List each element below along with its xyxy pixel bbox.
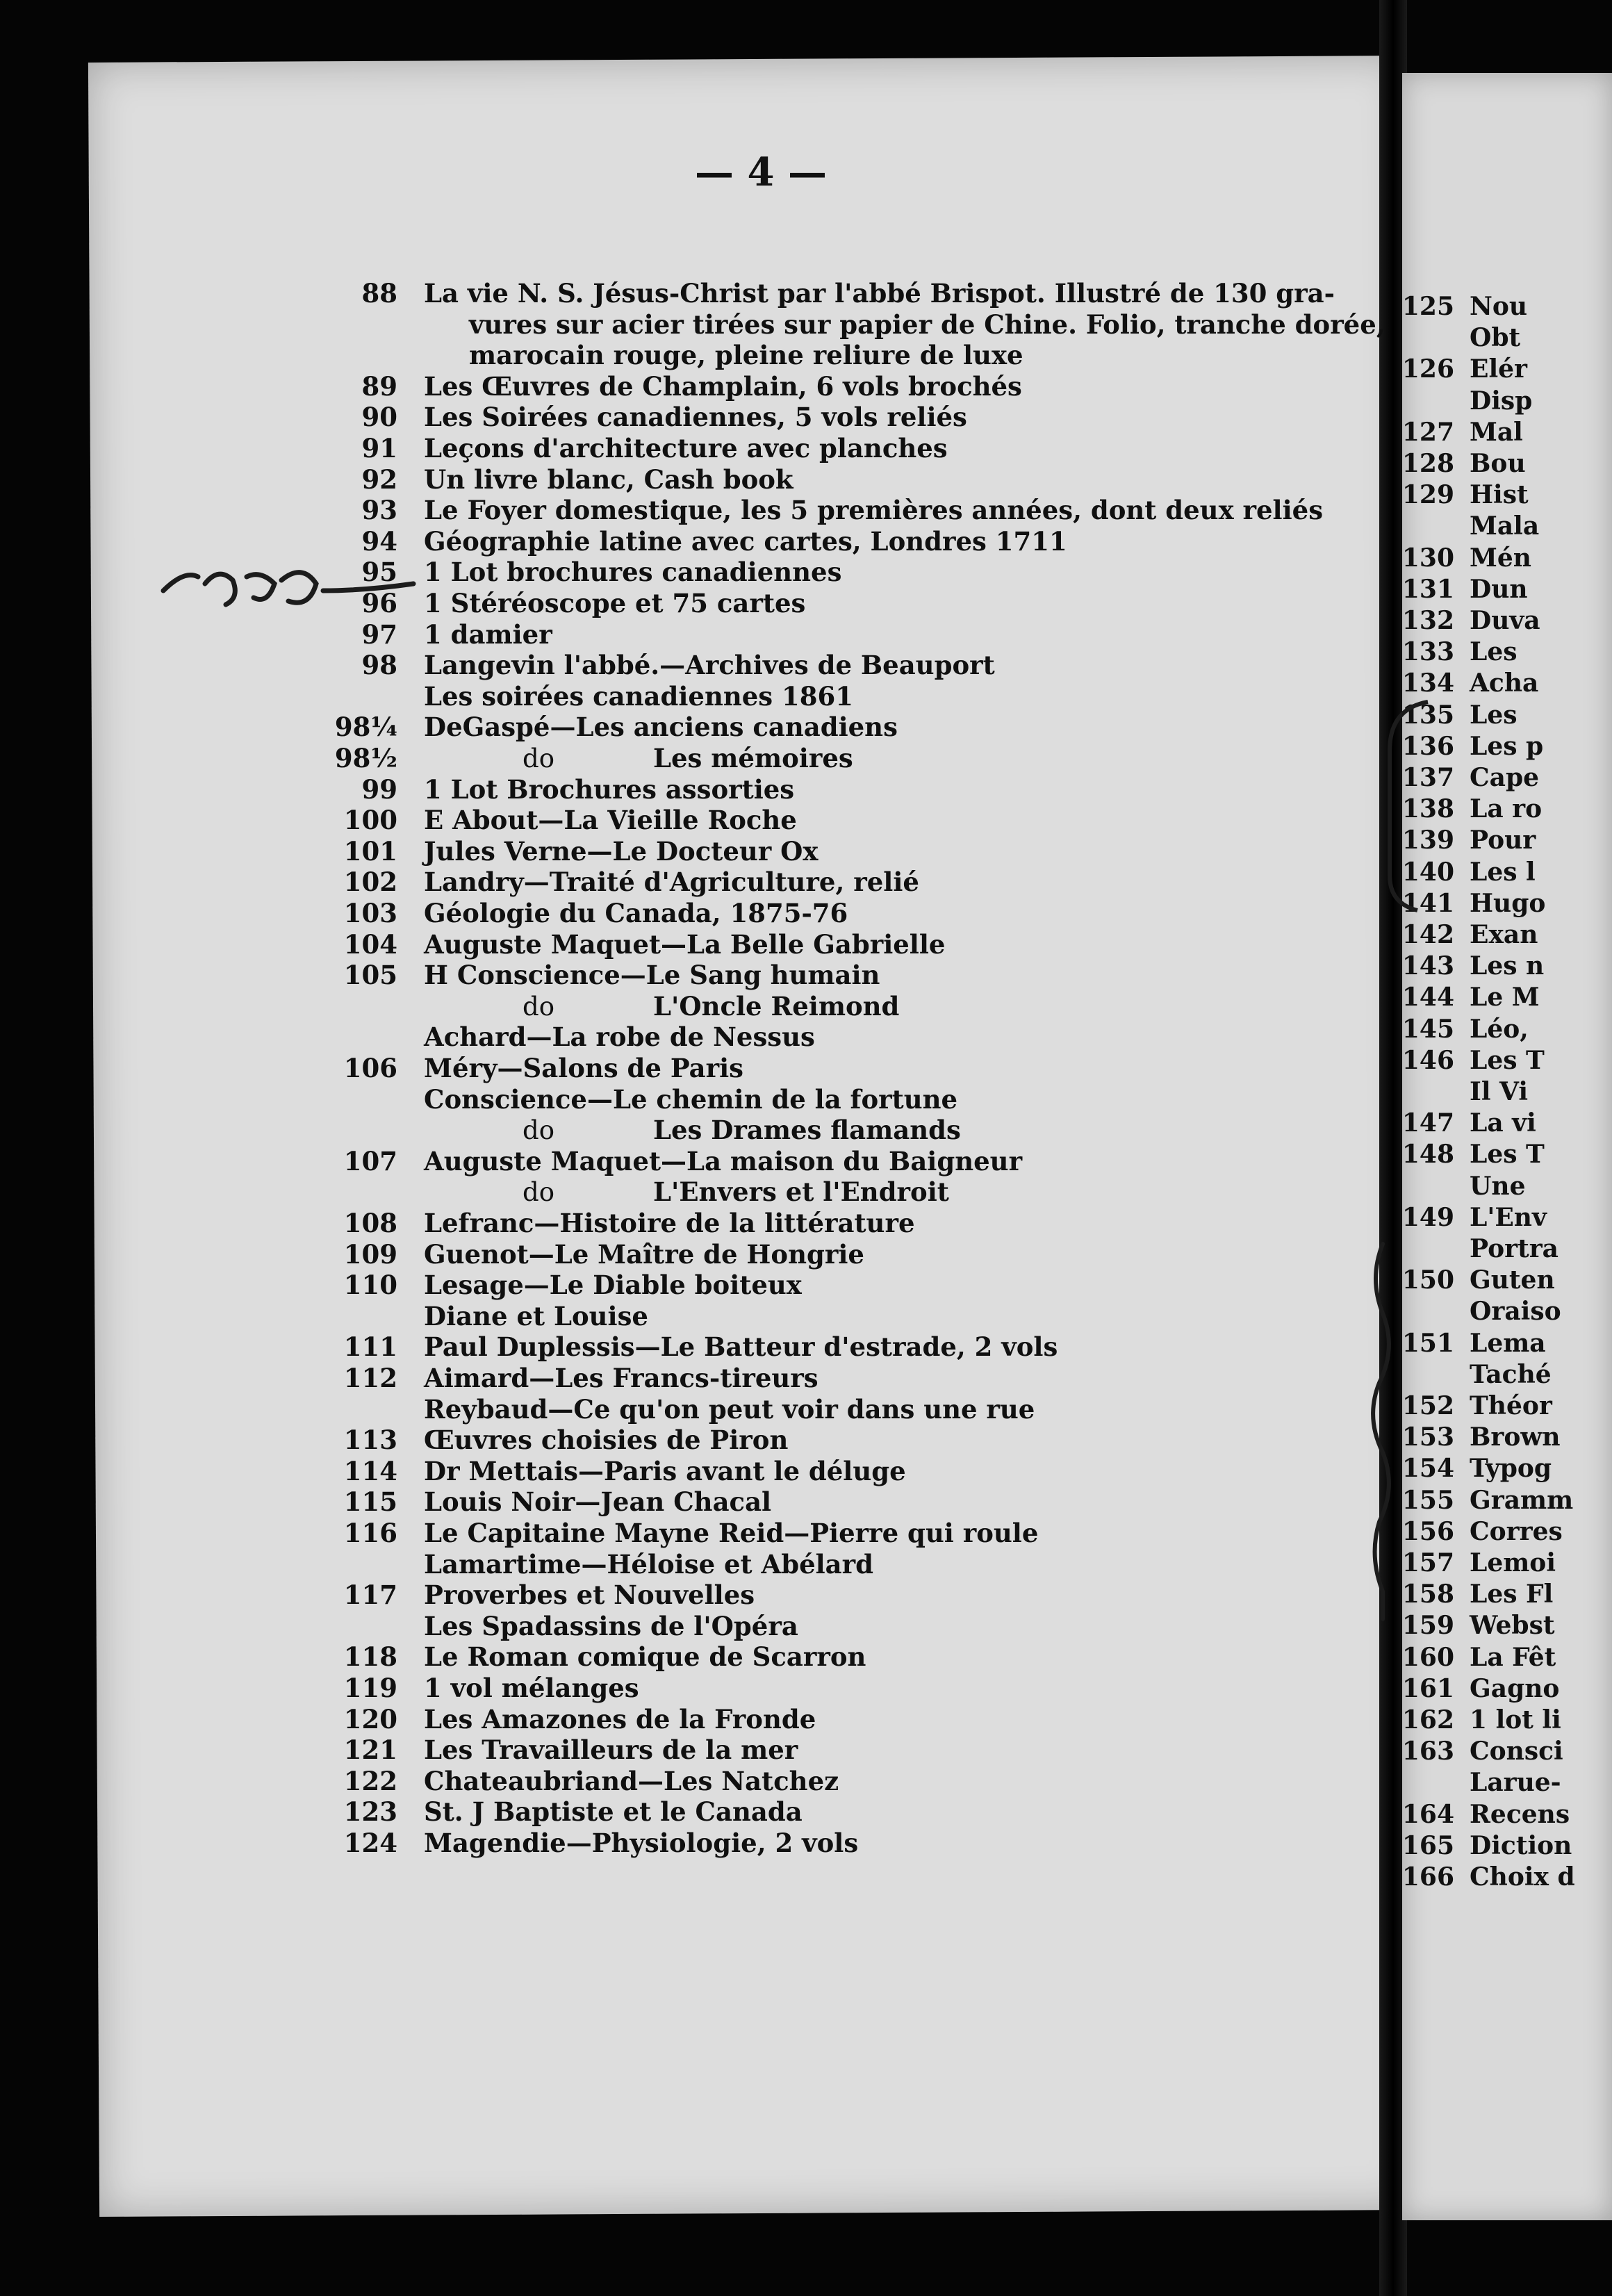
entry-text: Jules Verne—Le Docteur Ox [424, 835, 819, 867]
entry-text: Hist [1470, 480, 1529, 510]
entry-text: 1 Lot Brochures assorties [424, 773, 795, 805]
catalogue-entry [361, 588, 806, 618]
catalogue-entry [424, 1301, 648, 1331]
catalogue-entry [1401, 1548, 1556, 1577]
lot-number: 98½ [334, 743, 397, 773]
catalogue-entry [424, 1549, 873, 1580]
catalogue-entry [1401, 1328, 1546, 1358]
entry-text: Lesage—Le Diable boiteux [424, 1270, 802, 1301]
entry-text: Auguste Maquet—La Belle Gabrielle [424, 928, 946, 960]
entry-text: E About—La Vieille Roche [424, 805, 797, 836]
catalogue-entry [361, 525, 1067, 557]
catalogue-entry [424, 1176, 949, 1207]
entry-text: La vie N. S. Jésus-Christ par l'abbé Brispot. Illustré de 130 gra- [424, 278, 1335, 309]
catalogue-entry [424, 1084, 957, 1115]
bracket-mark [1376, 695, 1431, 917]
lot-number: 146 [1401, 1045, 1454, 1075]
entry-text: Oraiso [1470, 1297, 1561, 1327]
entry-text: Portra [1470, 1234, 1559, 1263]
entry-text: Lamartime—Héloise et Abélard [424, 1548, 874, 1580]
entry-text: Leçons d'architecture avec planches [424, 433, 948, 464]
lot-number: 140 [1401, 857, 1454, 887]
catalogue-entry [1401, 1705, 1561, 1735]
lot-number: 98 [361, 650, 397, 681]
catalogue-entry [1401, 1485, 1574, 1515]
catalogue-entry [469, 340, 1023, 370]
entry-text: Les [1470, 700, 1518, 730]
lot-number: 130 [1401, 543, 1454, 573]
catalogue-entry [1401, 1014, 1529, 1044]
catalogue-entry [1401, 794, 1543, 824]
catalogue-entry [343, 1363, 819, 1393]
catalogue-entry [343, 1331, 1058, 1363]
entry-text: Gagno [1470, 1673, 1560, 1703]
catalogue-entry [1401, 1422, 1561, 1452]
lot-number: 92 [361, 464, 397, 495]
entry-text: L'Env [1470, 1202, 1547, 1232]
catalogue-entry [361, 650, 995, 681]
lot-number: 95 [361, 557, 397, 588]
lot-number: 164 [1401, 1799, 1454, 1829]
lot-number: 101 [343, 835, 397, 867]
lot-number: 105 [343, 960, 397, 991]
catalogue-entry [1470, 511, 1539, 541]
catalogue-entry [343, 805, 797, 836]
entry-text: vures sur acier tirées sur papier de Chine. Folio, tranche dorée, [469, 309, 1385, 340]
lot-number: 109 [343, 1238, 397, 1270]
catalogue-entry [469, 309, 1385, 340]
entry-text: Acha [1470, 669, 1539, 698]
catalogue-entry [1401, 449, 1526, 478]
entry-text: Mal [1470, 417, 1523, 447]
catalogue-entry [1401, 480, 1529, 510]
catalogue-entry [1401, 700, 1518, 730]
lot-number: 88 [361, 278, 397, 309]
lot-number: 100 [343, 805, 397, 836]
catalogue-entry [1401, 920, 1538, 949]
entry-text: Langevin l'abbé.—Archives de Beauport [424, 650, 995, 681]
catalogue-entry [343, 1425, 789, 1456]
catalogue-entry [1401, 1202, 1547, 1232]
ditto-mark: do [523, 1115, 554, 1146]
catalogue-entry [1401, 669, 1539, 698]
catalogue-entry [343, 1270, 802, 1301]
lot-number: 124 [343, 1828, 397, 1858]
entry-text: Les Travailleurs de la mer [424, 1735, 798, 1766]
entry-text: L'Oncle Reimond [653, 990, 900, 1022]
lot-number: 120 [343, 1703, 397, 1735]
entry-text: Consci [1470, 1737, 1563, 1766]
entry-text: Paul Duplessis—Le Batteur d'estrade, 2 vols [424, 1331, 1058, 1363]
entry-text: Méry—Salons de Paris [424, 1053, 744, 1083]
entry-text: Lemoi [1470, 1548, 1556, 1577]
lot-number: 145 [1401, 1014, 1454, 1044]
entry-text: La vi [1470, 1108, 1536, 1138]
entry-text: Typog [1470, 1454, 1552, 1484]
entry-text: Les Soirées canadiennes, 5 vols reliés [424, 402, 967, 433]
lot-number: 108 [343, 1208, 397, 1238]
entry-text: Achard—La robe de Nessus [424, 1022, 815, 1053]
entry-text: Aimard—Les Francs-tireurs [424, 1363, 819, 1393]
lot-number: 90 [361, 402, 397, 433]
entry-text: Le Capitaine Mayne Reid—Pierre qui roule [424, 1518, 1039, 1548]
catalogue-entry [343, 1641, 866, 1673]
catalogue-entry [1401, 1611, 1555, 1641]
lot-number: 165 [1401, 1830, 1454, 1860]
entry-text: Chateaubriand—Les Natchez [424, 1765, 839, 1796]
entry-text: Les Spadassins de l'Opéra [424, 1610, 798, 1641]
catalogue-entry [343, 1828, 859, 1858]
handwritten-margin-note [1362, 1237, 1404, 1626]
entry-text: Le Roman comique de Scarron [424, 1641, 866, 1673]
entry-text: Il Vi [1470, 1077, 1529, 1106]
entry-text: Les n [1470, 951, 1545, 981]
lot-number: 123 [343, 1796, 397, 1828]
lot-number: 115 [343, 1486, 397, 1518]
entry-text: 1 damier [424, 618, 552, 650]
entry-text: Bou [1470, 449, 1526, 478]
lot-number: 152 [1401, 1391, 1454, 1420]
catalogue-entry [1401, 1673, 1560, 1703]
lot-number: 96 [361, 588, 397, 618]
catalogue-entry [1401, 417, 1523, 447]
entry-text: Les l [1470, 857, 1536, 887]
lot-number: 118 [343, 1641, 397, 1673]
catalogue-entry [343, 1765, 839, 1796]
entry-text: Mala [1470, 511, 1540, 541]
catalogue-entry [343, 1673, 639, 1703]
lot-number: 154 [1401, 1454, 1454, 1484]
lot-number: 160 [1401, 1642, 1454, 1672]
lot-number: 139 [1401, 826, 1454, 855]
lot-number: 116 [343, 1518, 397, 1548]
lot-number: 157 [1401, 1548, 1454, 1577]
entry-text: Nou [1470, 292, 1528, 321]
entry-text: Duva [1470, 606, 1540, 635]
catalogue-entry [361, 773, 795, 805]
entry-text: 1 Lot brochures canadiennes [424, 557, 842, 588]
entry-text: La Fêt [1470, 1642, 1556, 1672]
entry-text: Magendie—Physiologie, 2 vols [424, 1828, 859, 1858]
catalogue-entry [343, 1238, 864, 1270]
lot-number: 147 [1401, 1108, 1454, 1138]
entry-text: Le M [1470, 983, 1540, 1012]
entry-text: Elér [1470, 354, 1527, 384]
lot-number: 144 [1401, 983, 1454, 1012]
entry-text: Un livre blanc, Cash book [424, 464, 793, 495]
lot-number: 122 [343, 1765, 397, 1796]
lot-number: 143 [1401, 951, 1454, 981]
catalogue-entry [343, 1518, 1039, 1548]
entry-text: Conscience—Le chemin de la fortune [424, 1083, 958, 1115]
entry-text: 1 vol mélanges [424, 1673, 639, 1703]
lot-number: 128 [1401, 449, 1454, 478]
entry-text: Les [1470, 637, 1518, 667]
catalogue-entry [1401, 1265, 1555, 1295]
catalogue-entry [1401, 574, 1528, 604]
catalogue-entry [1401, 731, 1544, 761]
catalogue-entry [424, 1394, 1035, 1425]
entry-text: Louis Noir—Jean Chacal [424, 1486, 772, 1518]
catalogue-entry [1401, 1516, 1563, 1546]
catalogue-entry [334, 712, 898, 743]
entry-text: Webst [1470, 1611, 1555, 1641]
lot-number: 150 [1401, 1265, 1454, 1295]
entry-text: Corres [1470, 1516, 1563, 1546]
catalogue-entry [1470, 1768, 1561, 1797]
entry-text: Les Drames flamands [653, 1115, 961, 1146]
catalogue-entry [1401, 354, 1527, 384]
lot-number: 111 [343, 1331, 397, 1363]
lot-number: 155 [1401, 1485, 1454, 1515]
catalogue-entry [1470, 1360, 1552, 1389]
lot-number: 114 [343, 1455, 397, 1486]
catalogue-entry [1401, 1799, 1570, 1829]
catalogue-entry [1401, 951, 1545, 981]
entry-text: Lefranc—Histoire de la littérature [424, 1208, 915, 1238]
catalogue-entry [343, 898, 848, 928]
entry-text: Reybaud—Ce qu'on peut voir dans une rue [424, 1393, 1035, 1425]
catalogue-entry [361, 278, 1335, 309]
entry-text: Mén [1470, 543, 1531, 573]
catalogue-entry [1401, 888, 1546, 918]
lot-number: 98¼ [334, 712, 397, 743]
catalogue-entry [361, 464, 793, 495]
catalogue-entry [424, 1115, 961, 1145]
entry-text: Les T [1470, 1045, 1545, 1075]
lot-number: 135 [1401, 700, 1454, 730]
lot-number: 103 [343, 898, 397, 928]
entry-text: Exan [1470, 920, 1538, 949]
catalogue-entry [343, 960, 880, 991]
catalogue-entry [1401, 1737, 1563, 1766]
entry-text: Obt [1470, 323, 1521, 353]
lot-number: 129 [1401, 480, 1454, 510]
entry-text: Les Fl [1470, 1580, 1554, 1609]
catalogue-entry [424, 1611, 798, 1641]
catalogue-entry [1470, 1297, 1561, 1326]
entry-text: Auguste Maquet—La maison du Baigneur [424, 1145, 1023, 1176]
entry-text: L'Envers et l'Endroit [653, 1176, 949, 1208]
catalogue-entry [343, 1796, 803, 1828]
entry-text: Les p [1470, 731, 1544, 761]
entry-text: Les T [1470, 1140, 1545, 1170]
catalogue-entry [1470, 1172, 1525, 1201]
entry-text: Diction [1470, 1830, 1572, 1860]
lot-number: 132 [1401, 606, 1454, 635]
entry-text: Les Amazones de la Fronde [424, 1703, 816, 1735]
entry-text: Une [1470, 1171, 1526, 1201]
entry-text: Les soirées canadiennes 1861 [424, 680, 853, 712]
entry-text: La ro [1470, 794, 1543, 824]
entry-text: H Conscience—Le Sang humain [424, 960, 880, 991]
entry-text: Taché [1470, 1359, 1552, 1389]
lot-number: 141 [1401, 888, 1454, 918]
catalogue-entry [1401, 1642, 1556, 1672]
catalogue-entry [1401, 857, 1536, 887]
catalogue-entry [343, 1486, 772, 1518]
ditto-mark: do [523, 991, 554, 1022]
catalogue-entry [1401, 606, 1540, 635]
lot-number: 134 [1401, 669, 1454, 698]
entry-text: Cape [1470, 763, 1540, 792]
lot-number: 153 [1401, 1422, 1454, 1452]
catalogue-entry [1401, 1108, 1536, 1138]
lot-number: 151 [1401, 1328, 1454, 1358]
catalogue-entry [1401, 1580, 1554, 1609]
lot-number: 161 [1401, 1673, 1454, 1703]
entry-text: St. J Baptiste et le Canada [424, 1796, 803, 1828]
entry-text: Landry—Traité d'Agriculture, relié [424, 867, 919, 898]
lot-number: 104 [343, 928, 397, 960]
catalogue-entry [424, 991, 899, 1022]
lot-number: 133 [1401, 637, 1454, 667]
entry-text: Gramm [1470, 1485, 1574, 1515]
catalogue-entry [1470, 1077, 1528, 1106]
lot-number: 126 [1401, 354, 1454, 384]
lot-number: 110 [343, 1270, 397, 1301]
entry-text: Brown [1470, 1422, 1561, 1452]
catalogue-entry [343, 867, 919, 898]
entry-text: 1 lot li [1470, 1705, 1561, 1735]
lot-number: 119 [343, 1673, 397, 1703]
lot-number: 159 [1401, 1611, 1454, 1641]
lot-number: 131 [1401, 574, 1454, 604]
lot-number: 99 [361, 773, 397, 805]
entry-text: Recens [1470, 1799, 1570, 1829]
lot-number: 106 [343, 1053, 397, 1083]
catalogue-entry [1401, 1045, 1545, 1075]
lot-number: 121 [343, 1735, 397, 1766]
entry-text: Guenot—Le Maître de Hongrie [424, 1238, 864, 1270]
catalogue-entry [1401, 1140, 1545, 1170]
entry-text: Choix d [1470, 1862, 1575, 1892]
entry-text: marocain rouge, pleine reliure de luxe [469, 340, 1023, 371]
catalogue-entry [343, 1455, 906, 1486]
entry-text: Théor [1470, 1391, 1552, 1420]
catalogue-entry [343, 1735, 798, 1766]
lot-number: 148 [1401, 1140, 1454, 1170]
entry-text: Hugo [1470, 888, 1546, 918]
catalogue-entry [343, 835, 819, 867]
lot-number: 125 [1401, 292, 1454, 321]
catalogue-entry [1401, 983, 1540, 1012]
lot-number: 142 [1401, 920, 1454, 949]
handwritten-price-mark [156, 549, 420, 625]
entry-text: Œuvres choisies de Piron [424, 1425, 789, 1456]
entry-text: Disp [1470, 386, 1533, 416]
lot-number: 158 [1401, 1580, 1454, 1609]
lot-number: 163 [1401, 1737, 1454, 1766]
entry-text: Guten [1470, 1265, 1555, 1295]
catalogue-entry [361, 433, 948, 464]
lot-number: 102 [343, 867, 397, 898]
lot-number: 156 [1401, 1516, 1454, 1546]
catalogue-entry [1470, 323, 1520, 352]
lot-number: 127 [1401, 417, 1454, 447]
lot-number: 94 [361, 525, 397, 557]
catalogue-entry [361, 370, 1022, 402]
lot-number: 149 [1401, 1202, 1454, 1232]
catalogue-entry [361, 618, 552, 650]
catalogue-entry [1401, 1391, 1552, 1420]
entry-text: Le Foyer domestique, les 5 premières années, dont deux reliés [424, 495, 1324, 526]
catalogue-entry [1401, 543, 1531, 573]
entry-text: Larue- [1470, 1768, 1561, 1798]
catalogue-entry [1401, 637, 1518, 667]
ditto-mark: do [523, 1177, 554, 1208]
entry-text: Lema [1470, 1328, 1546, 1358]
lot-number: 162 [1401, 1705, 1454, 1735]
lot-number: 137 [1401, 763, 1454, 792]
page-number: — 4 — [695, 149, 827, 195]
entry-text: Géographie latine avec cartes, Londres 1711 [424, 525, 1067, 557]
lot-number: 89 [361, 370, 397, 402]
catalogue-entry [1401, 1454, 1552, 1484]
lot-number: 112 [343, 1363, 397, 1393]
catalogue-entry [1470, 1234, 1558, 1263]
entry-text: Dun [1470, 574, 1528, 604]
catalogue-entry [343, 1145, 1023, 1176]
entry-text: Pour [1470, 826, 1536, 855]
entry-text: Diane et Louise [424, 1300, 648, 1331]
entry-text: Dr Mettais—Paris avant le déluge [424, 1455, 906, 1486]
catalogue-entry [343, 1053, 744, 1083]
catalogue-entry [361, 557, 842, 588]
entry-text: Les mémoires [653, 743, 853, 773]
lot-number: 97 [361, 618, 397, 650]
catalogue-entry [1401, 292, 1528, 321]
catalogue-entry [361, 495, 1324, 526]
lot-number: 117 [343, 1580, 397, 1611]
ditto-mark: do [523, 744, 554, 773]
catalogue-entry [1401, 763, 1540, 792]
catalogue-entry [424, 1022, 815, 1052]
lot-number: 107 [343, 1145, 397, 1176]
catalogue-entry [343, 1703, 816, 1735]
catalogue-entry [424, 681, 853, 712]
catalogue-entry [334, 743, 853, 773]
catalogue-entry [343, 1580, 755, 1611]
lot-number: 138 [1401, 794, 1454, 824]
catalogue-entry [1401, 1862, 1575, 1892]
entry-text: Les Œuvres de Champlain, 6 vols brochés [424, 370, 1022, 402]
lot-number: 136 [1401, 731, 1454, 761]
lot-number: 166 [1401, 1862, 1454, 1892]
catalogue-entry [361, 402, 967, 433]
lot-number: 113 [343, 1425, 397, 1456]
entry-text: Géologie du Canada, 1875-76 [424, 898, 848, 928]
entry-text: 1 Stéréoscope et 75 cartes [424, 588, 806, 618]
catalogue-entry [343, 1208, 915, 1238]
catalogue-entry [1470, 386, 1532, 416]
catalogue-entry [1401, 826, 1536, 855]
entry-text: Proverbes et Nouvelles [424, 1580, 755, 1611]
catalogue-entry [1401, 1830, 1572, 1860]
lot-number: 93 [361, 495, 397, 526]
catalogue-entry [343, 928, 946, 960]
lot-number: 91 [361, 433, 397, 464]
entry-text: DeGaspé—Les anciens canadiens [424, 712, 898, 743]
entry-text: Léo, [1470, 1014, 1529, 1044]
